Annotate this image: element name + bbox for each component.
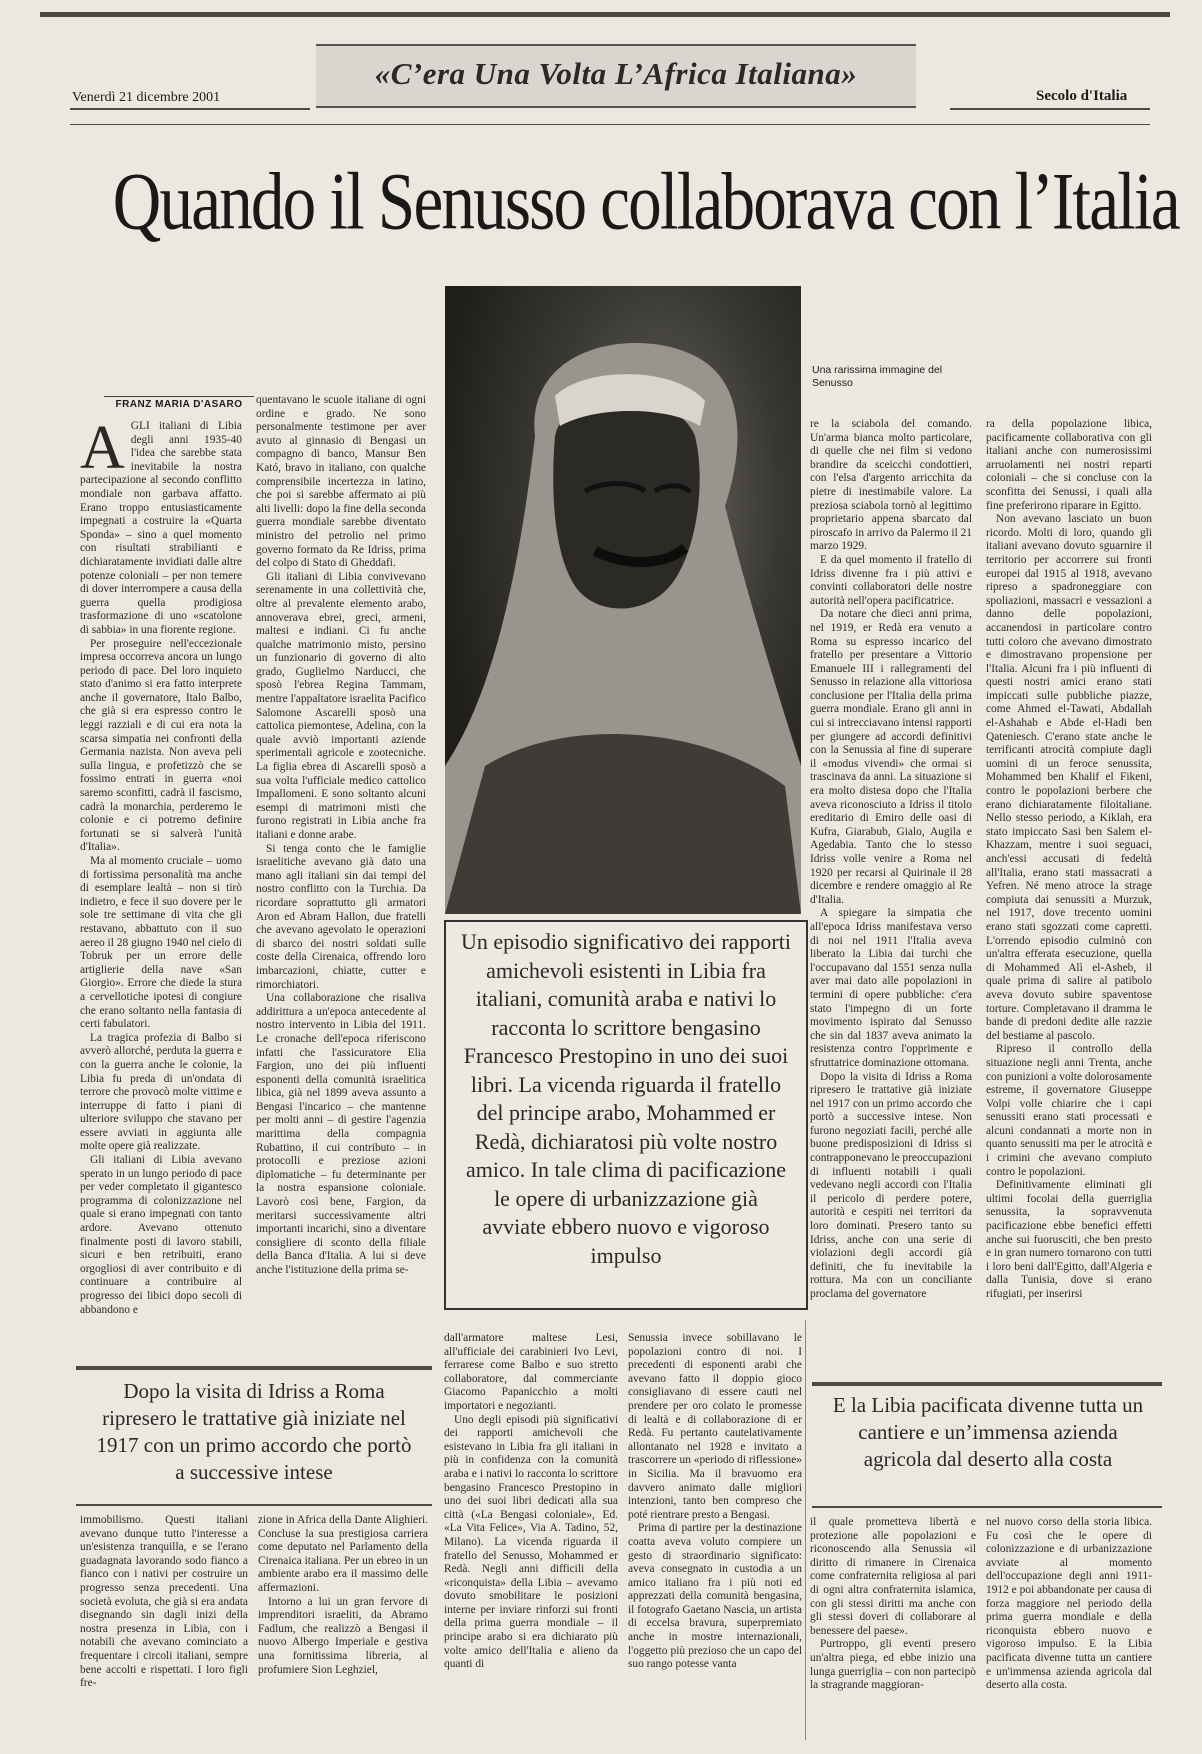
issue-date: Venerdì 21 dicembre 2001 bbox=[72, 90, 221, 105]
paragraph: re la sciabola del comando. Un'arma bianca molto particolare, di quelle che nei film si vedono brandire da sceicchi condottieri, con l'elsa d'argento arricchita da pietre di inestimabile valore. La preziosa sciabola tornò al legittimo proprietario appena sbarcato dal piroscafo in arrivo da Palermo il 21 marzo 1929. bbox=[810, 418, 972, 553]
portrait-photo bbox=[445, 286, 801, 914]
quote-box bbox=[444, 920, 808, 1310]
header-rule-right bbox=[950, 108, 1150, 110]
paragraph: La tragica profezia di Balbo si avverò allorché, perduta la guerra e con la guerra anche le colonie, la Libia fu preda di un'ondata di terrore che provocò molte vittime e interruppe di fatto i piani di ulteriore sviluppo che stavano per essere avviati in aggiunta alle molte opere già realizzate. bbox=[80, 1031, 242, 1153]
newspaper-name: Secolo d'Italia bbox=[1036, 88, 1128, 104]
paragraph: Per proseguire nell'eccezionale impresa occorreva ancora un lungo periodo di pace. Del loro inquieto stato d'animo si era fatto interprete anche il governatore, Italo Balbo, che già si era espresso contro le leggi razziali e di cui era nota la scarsa simpatia nei confronti della Germania nazista. Non aveva peli sulla lingua, e profetizzò che se fossimo entrati in guerra «noi saremo sconfitti, cadrà il fascismo, cadrà la monarchia, perderemo le colonie e ci potremo definire fortunati se si salverà l'unità d'Italia». bbox=[80, 637, 242, 854]
column-bottom-1 bbox=[80, 1514, 248, 1734]
serial-banner bbox=[316, 44, 916, 108]
pull-quote-left: Dopo la visita di Idriss a Roma ripresero le trattative già iniziate nel 1917 con un primo accordo che portò a successive intese bbox=[96, 1379, 412, 1484]
column-divider bbox=[805, 1320, 806, 1740]
column-2 bbox=[256, 394, 426, 1350]
pull-quote-right: E la Libia pacificata divenne tutta un cantiere e un’immensa azienda agricola dal deserto alla costa bbox=[832, 1393, 1144, 1471]
paragraph: Definitivamente eliminati gli ultimi focolai della guerriglia senussita, la sopravvenuta pacificazione ebbe benefici effetti anche sui fuorusciti, che ben presto e in gran numero tornarono con tutti i loro beni dall'Egitto, dall'Algeria e dalla Tunisia, dove si erano rifugiati, per inserirsi bbox=[986, 1179, 1152, 1300]
paragraph: Intorno a lui un gran fervore di imprenditori israeliti, da Abramo Fadlum, che realizzò a Bengasi il nuovo Albergo Imperiale e gestiva una fornitissima libreria, al profumiere Sion Leghziel, bbox=[258, 1595, 428, 1676]
paragraph: Gli italiani di Libia convivevano serenamente in una collettività che, oltre al prevalente elemento arabo, annoverava ebrei, greci, armeni, maltesi e indiani. Ci fu anche qualche matrimonio misto, persino un funzionario di governo di alto grado, Guglielmo Narducci, che sposò l'ebrea Regina Tammam, mentre l'appaltatore israelita Pacifico Salomone Ascarelli sposò una cattolica piemontese, Adelina, con la quale avviò importanti aziende sperimentali agricole e zootecniche. La figlia ebrea di Ascarelli sposò a sua volta l'ufficiale medico cattolico Impallomeni. E sono soltanto alcuni esempi di matrimoni misti che furono registrati in Libia anche fra italiani e donne arabe. bbox=[256, 570, 426, 841]
paragraph: ra della popolazione libica, pacificamente collaborativa con gli italiani anche con numerosissimi arruolamenti nei nostri reparti coloniali – che si concluse con la sconfitta dei Senussi, i quali alla fine preferirono riparare in Egitto. bbox=[986, 418, 1152, 512]
column-bottom-5 bbox=[810, 1516, 976, 1736]
paragraph: zione in Africa della Dante Alighieri. Concluse la sua prestigiosa carriera come deputato nel Parlamento della Cirenaica italiana. Per un ebreo in un ambiente arabo era il massimo delle affermazioni. bbox=[258, 1514, 428, 1594]
pull-left-rule bbox=[76, 1366, 432, 1370]
paragraph: Ripreso il controllo della situazione negli anni Trenta, anche con punizioni a volte dolorosamente estreme, il governatore Giuseppe Volpi volle chiarire che i capi senussiti erano stati processati e alcuni condannati a morte non in quanto senussiti ma per le atrocità e i crimini che avevano compiuto contro le popolazioni. bbox=[986, 1043, 1152, 1178]
quote-text: Un episodio significativo dei rapporti amichevoli esistenti in Libia fra italiani, comunità araba e nativi lo racconta lo scrittore bengasino Francesco Prestopino in uno dei suoi libri. La vicenda riguarda il fratello del principe arabo, Mohammed er Redà, dichiaratosi più volte nostro amico. In tale clima di pacificazione le opere di urbanizzazione già avviate ebbero nuovo e vigoroso impulso bbox=[461, 929, 791, 1268]
column-5 bbox=[986, 418, 1152, 1350]
paragraph: Non avevano lasciato un buon ricordo. Molti di loro, quando gli italiani avevano dovuto sguarnire il territorio per accorrere sui fronti europei dal 1915 al 1918, avevano ripreso a spadroneggiare con spoliazioni, massacri e vessazioni a danno delle popolazioni, accanendosi in particolare contro tutti coloro che avevano dimostrato e dimostravano propensione per l'Italia. Alcuni fra i più influenti di questi nostri amici erano stati impiccati sulle pubbliche piazze, come Ahmed el-Tawati, Abdallah el-Ashahab e Abde el-Hadi ben Qateniesch. C'erano state anche le terrificanti atrocità compiute dagli uomini di un feroce senussita, Mohammed ben Khalif el Fikeni, contro le popolazioni berbere che erano dichiaratamente filoitaliane. Nello stesso periodo, a Kiklah, era stato impiccato Sasi ben Salem el-Khazzam, mentre i suoi seguaci, anch'essi accusati di fedeltà all'Italia, erano stati massacrati a Yefren. Né meno atroce la strage compiuta dai senussiti a Murzuk, nel 1917, dove trecento uomini erano stati sgozzati come capretti. L'orrendo episodio culminò con un'altra efferata esecuzione, quella di Mohammed Alì el-Asheb, il quale prima di salire al patibolo aveva dovuto subire spaventose torture. Completavano il dramma le bande di predoni dedite alle razzie del bestiame al pascolo. bbox=[986, 513, 1152, 1042]
paragraph: immobilismo. Questi italiani avevano dunque tutto l'interesse a un'esistenza tranquilla, e se l'erano guadagnata lavorando sodo fianco a fianco con i nativi per costruire un progresso senza precedenti. Una società evoluta, che già si era andata disegnando sin dagli inizi della nostra presenza in Libia, con i notabili che avevano cominciato a frequentare i circoli italiani, sempre bene accolti e rispettati. I loro figli fre- bbox=[80, 1514, 248, 1690]
paragraph: Si tenga conto che le famiglie israelitiche avevano già dato una mano agli italiani sin dai tempi del nostro conflitto con la Turchia. Da ricordare soprattutto gli armatori Aron ed Abram Hallon, due fratelli che avevano agevolato le operazioni di sbarco dei nostri soldati sulle coste della Cirenaica, offrendo loro imbarcazioni, chiatte, cutter e rimorchiatori. bbox=[256, 842, 426, 991]
paragraph: Purtroppo, gli eventi presero un'altra piega, ed ebbe inizio una lunga guerriglia – con non partecipò la stragrande maggioran- bbox=[810, 1638, 976, 1692]
paragraph: A spiegare la simpatia che all'epoca Idriss manifestava verso di noi nel 1911 l'Italia aveva liberato la Libia dai turchi che l'occupavano dal 1551 senza nulla aver mai dato alle popolazioni in termini di opere pubbliche: c'era stato l'impegno di un forte movimento ispirato dal Senusso che sin dal 1837 aveva animato la resistenza contro l'opprimente e sfruttatrice dominazione ottomana. bbox=[810, 907, 972, 1069]
paragraph: Una collaborazione che risaliva addirittura a un'epoca antecedente al nostro intervento in Libia del 1911. Le cronache dell'epoca riferiscono infatti che l'assicuratore Elia Fargion, uno dei più influenti esponenti della comunità israelitica libica, già nel 1899 aveva assunto a Bengasi l'incarico – che mantenne per molti anni – di gestire l'agenzia marittima della compagnia Rubattino, il cui contributo – in protocolli e preziose azioni diplomatiche – fu determinante per la nostra espansione coloniale. Lavorò così bene, Fargion, da meritarsi successivamente altri importanti incarichi, sino a diventare consigliere di sconto della filiale della Banca d'Italia. A lui si deve anche l'istituzione della prima se- bbox=[256, 992, 426, 1276]
column-4-lower bbox=[628, 1332, 802, 1732]
photo-caption: Una rarissima immagine del Senusso bbox=[812, 364, 943, 389]
paragraph: dall'armatore maltese Lesi, all'ufficiale dei carabinieri Ivo Levi, ferrarese come Balbo e suo stretto collaboratore, dal commerciante Giacomo Papanicchio a molti importatori e negozianti. bbox=[444, 1332, 618, 1412]
paragraph: Da notare che dieci anni prima, nel 1919, er Redà era venuto a Roma su espresso incarico del fratello per presentare a Vittorio Emanuele III i rallegramenti del Senusso in relazione alla vittoriosa conclusione per l'Italia della prima guerra mondiale. Erano gli anni in cui si intrecciavano intensi rapporti per giungere ad accordi definitivi con la Senussia al fine di superare il «modus vivendi» che ormai si trascinava da anni. La situazione si era molto distesa dopo che l'Italia aveva riconosciuto a Idriss il titolo ereditario di Emiro delle oasi di Kufra, Giarabub, Gialo, Augila e Agedabia. Tanto che lo stesso Idriss volle venire a Roma nel 1920 per recarsi al Quirinale il 28 dicembre e rendere omaggio al Re d'Italia. bbox=[810, 608, 972, 906]
paragraph: quentavano le scuole italiane di ogni ordine e grado. Ne sono personalmente testimone per aver avuto al ginnasio di Bengasi un compagno di banco, Mansur Ben Kató, bravo in italiano, con qualche comprensibile incertezza in latino, che poi si sarebbe affermato ai più alti livelli: dopo la fine della seconda guerra mondiale sarebbe diventato ministro del petrolio nel primo governo formato da Re Idriss, prima del colpo di Stato di Gheddafi. bbox=[256, 394, 426, 570]
column-4 bbox=[810, 418, 972, 1350]
paragraph: GLI italiani di Libia degli anni 1935-40 l'idea che sarebbe stata inevitabile la nostra partecipazione al secondo conflitto mondiale non garbava affatto. Erano troppo entusiasticamente impegnati a costruire la «Quarta Sponda» – sino a quel momento con risultati strabilianti e dichiaratamente invidiati dalle altre potenze coloniali – per non temere di dover interrompere a causa della guerra quella prodigiosa trasformazione di uno «scatolone di sabbia» in una fiorente regione. bbox=[80, 420, 242, 636]
pull-right-rule bbox=[812, 1382, 1162, 1386]
dropcap: A bbox=[80, 420, 125, 482]
paragraph: nel nuovo corso della storia libica. Fu così che le opere di colonizzazione e di urbanizzazione avviate al momento dell'occupazione degli anni 1911-1912 e poi abbandonate per causa di forza maggiore nel periodo della prima guerra mondiale e della riconquista ebbero nuovo e vigoroso impulso. E la Libia pacificata divenne tutta un cantiere e un'immensa azienda agricola dal deserto alla costa. bbox=[986, 1516, 1152, 1692]
paragraph: Uno degli episodi più significativi dei rapporti amichevoli che esistevano in Libia fra gli italiani in più in confidenza con la comunità araba e i nativi lo racconta lo scrittore bengasino Francesco Prestopino in uno dei suoi libri dedicati alla sua città («La Bengasi coloniale», Ed. «La Vita Felice», Via A. Tadino, 52, Milano). La vicenda riguarda il fratello del Senusso, Mohammed er Redà. Negli anni difficili della «riconquista» della Libia – avevamo dovuto smobilitare le posizioni interne per inviare rinforzi sui fronti della prima guerra mondiale – il principe arabo si era dichiarato più volte amico dell'Italia e alieno da quanti di bbox=[444, 1413, 618, 1671]
paragraph: E da quel momento il fratello di Idriss divenne fra i più attivi e convinti collaboratori delle nostre autorità nell'opera pacificatrice. bbox=[810, 553, 972, 607]
paragraph: Prima di partire per la destinazione coatta aveva voluto compiere un gesto di straordinario significato: aveva consegnato in custodia a un amico italiano fra i più noti ed apprezzati della comunità bengasina, il fotografo Gaetano Nascia, un artista di eccelsa bravura, superpremiato anche in mostre internazionali, l'oggetto più prezioso che un capo del suo rango potesse vanta bbox=[628, 1522, 802, 1671]
header-underline bbox=[70, 124, 1150, 125]
portrait-illustration bbox=[445, 286, 801, 914]
byline: FRANZ MARIA D'ASARO bbox=[104, 396, 254, 410]
paragraph: Senussia invece sobillavano le popolazioni contro di noi. I precedenti di esponenti arabi che avevano fatto il doppio gioco consigliavano di essere cauti nel prendere per oro colato le promesse di lealtà e di collaborazione di er Redà. Fu pertanto cautelativamente allontanato nel 1928 e invitato a trascorrere un «periodo di riflessione» in Sicilia. Ma il bravuomo era davvero animato dalle migliori intenzioni, tanto ben compreso che poté rientrare presto a Bengasi. bbox=[628, 1332, 802, 1521]
header-rule-left bbox=[70, 108, 310, 110]
paragraph: Dopo la visita di Idriss a Roma ripresero le trattative già iniziate nel 1917 con un primo accordo che portò a successive intese. Non furono negoziati facili, perché alle buone predisposizioni di Idriss si contrapponevano le preoccupazioni di influenti notabili i quali vedevano negli accordi con l'Italia il pericolo di perdere potere, autorità e cespiti nei territori da loro dominati. Presero tanto su Idriss, anche con una serie di violazioni degli accordi già definiti, che fu inevitabile la rottura. Ma con un conciliante proclama del governatore bbox=[810, 1070, 972, 1300]
paragraph: il quale prometteva libertà e protezione alle popolazioni e riconoscendo alla Senussia «il diritto di rimanere in Cirenaica come confraternita religiosa al pari di ogni altra confraternita islamica, con gli stessi diritti ma anche con gli stessi doveri di collaborare al benessere del paese». bbox=[810, 1516, 976, 1637]
column-3-lower bbox=[444, 1332, 618, 1732]
column-1 bbox=[80, 420, 242, 1350]
top-rule bbox=[40, 12, 1170, 17]
column-bottom-6 bbox=[986, 1516, 1152, 1736]
pull-right-bottom-rule bbox=[812, 1506, 1162, 1508]
column-bottom-2 bbox=[258, 1514, 428, 1734]
pull-left-bottom-rule bbox=[76, 1504, 432, 1506]
paragraph: Gli italiani di Libia avevano sperato in un lungo periodo di pace per veder completato il gigantesco programma di colonizzazione nel quale si erano impegnati con tanto ardore. Avevano ottenuto finalmente posti di lavoro stabili, sicuri e ben retribuiti, erano orgogliosi di aver contribuito e di continuare a contribuire al progresso dei libici dopo secoli di abbandono e bbox=[80, 1154, 242, 1316]
headline: Quando il Senusso collaborava con l’Italia bbox=[112, 155, 1179, 247]
serial-title: «C’era Una Volta L’Africa Italiana» bbox=[374, 56, 858, 91]
paragraph: Ma al momento cruciale – uomo di fortissima personalità ma anche di esemplare lealtà – non si tirò indietro, e fece il suo dovere per le sole tre settimane di vita che gli restavano, abbattuto con il suo aereo il 28 giugno 1940 nel cielo di Tobruk per un errore delle artiglierie della nave «San Giorgio». Errore che diede la stura a cervellotiche ipotesi di congiure che erano soltanto nella fantasia di certi fabulatori. bbox=[80, 855, 242, 1031]
